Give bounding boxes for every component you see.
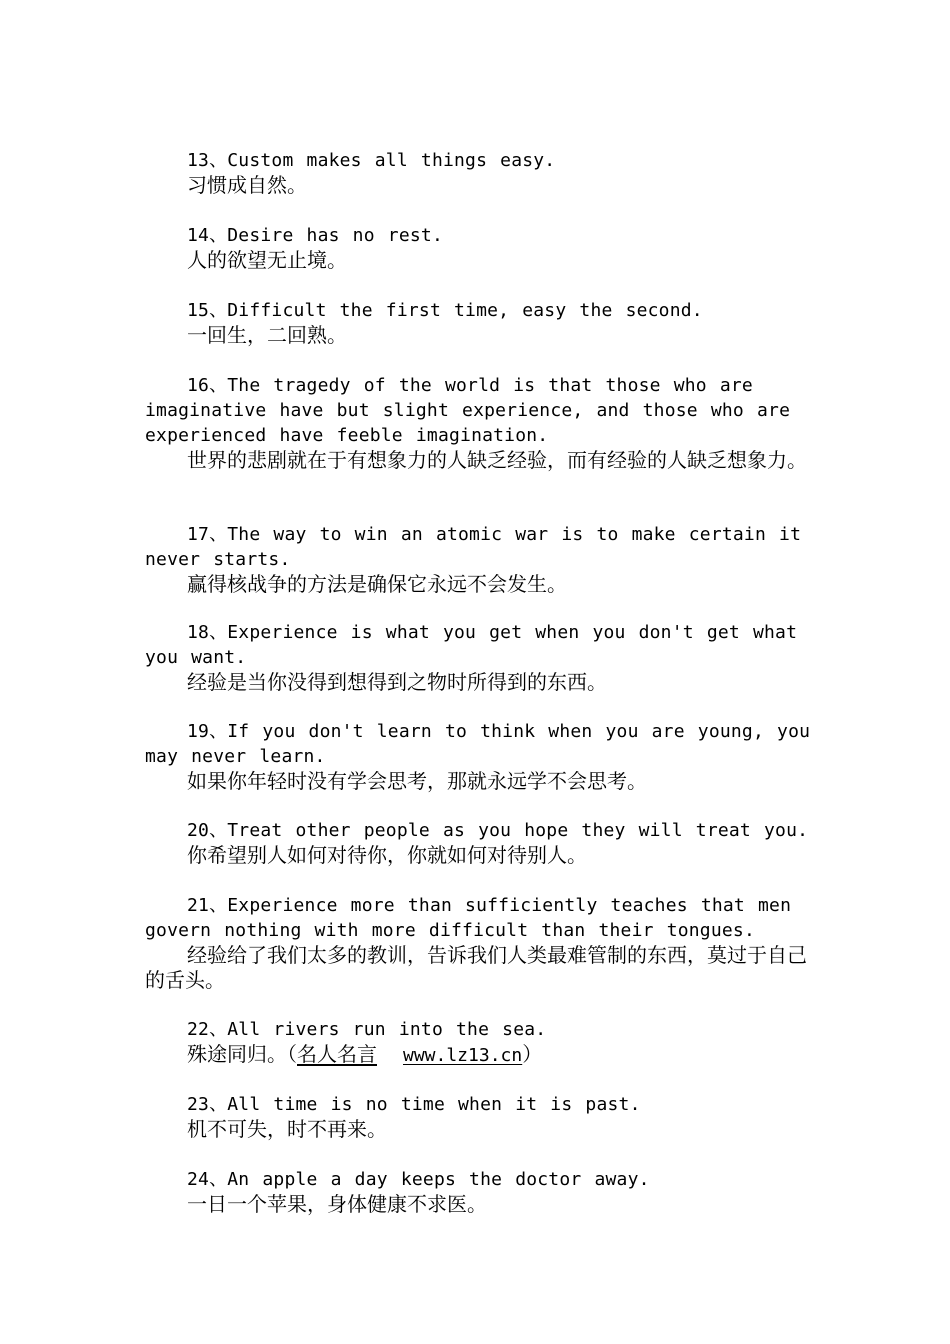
quote-24	[145, 1167, 815, 1217]
quote-chinese: 一日一个苹果，身体健康不求医。	[187, 1192, 487, 1216]
quote-english: 20、Treat other people as you hope they will treat you.	[187, 820, 809, 841]
quote-chinese: 机不可失，时不再来。	[187, 1117, 387, 1141]
quote-chinese: 经验是当你没得到想得到之物时所得到的东西。	[187, 670, 607, 694]
quote-chinese: 如果你年轻时没有学会思考，那就永远学不会思考。	[187, 769, 647, 793]
quote-chinese: 经验给了我们太多的教训，告诉我们人类最难管制的东西，莫过于自己的舌头。	[145, 943, 807, 992]
quote-14	[145, 223, 815, 273]
quote-english: 21、Experience more than sufficiently teaches that men govern nothing with more difficult than their tongues.	[145, 895, 792, 941]
quote-chinese: 一回生，二回熟。	[187, 323, 347, 347]
quote-22	[145, 1017, 815, 1068]
quote-20	[145, 818, 815, 868]
quote-19	[145, 719, 815, 794]
closing-paren: ）	[522, 1042, 543, 1066]
quote-english: 18、Experience is what you get when you don't get what you want.	[145, 622, 798, 668]
quote-english: 22、All rivers run into the sea.	[187, 1019, 547, 1040]
quote-english: 15、Difficult the first time, easy the second.	[187, 300, 703, 321]
quote-18	[145, 620, 815, 695]
quote-english: 19、If you don't learn to think when you are young, you may never learn.	[145, 721, 811, 767]
quote-23	[145, 1092, 815, 1142]
quote-chinese: 习惯成自然。	[187, 173, 307, 197]
quote-english: 16、The tragedy of the world is that those who are imaginative have but slight experience, and those who are experienced have feeble imagination.	[145, 375, 791, 446]
website-link[interactable]: www.lz13.cn	[403, 1045, 523, 1066]
quote-21	[145, 893, 815, 993]
quote-chinese: 赢得核战争的方法是确保它永远不会发生。	[187, 572, 567, 596]
quote-chinese: 世界的悲剧就在于有想象力的人缺乏经验，而有经验的人缺乏想象力。	[187, 448, 807, 472]
quote-english: 17、The way to win an atomic war is to make certain it never starts.	[145, 524, 802, 570]
quote-chinese-text: 殊途同归。（	[187, 1042, 297, 1066]
famous-quotes-link[interactable]: 名人名言	[297, 1042, 377, 1066]
quote-13	[145, 148, 815, 198]
quote-english: 23、All time is no time when it is past.	[187, 1094, 641, 1115]
quote-16	[145, 373, 815, 473]
quote-chinese	[145, 1042, 815, 1068]
quote-17	[145, 522, 815, 597]
quote-english: 14、Desire has no rest.	[187, 225, 443, 246]
quote-chinese: 人的欲望无止境。	[187, 248, 347, 272]
quote-chinese: 你希望别人如何对待你，你就如何对待别人。	[187, 843, 587, 867]
quote-15	[145, 298, 815, 348]
quote-english: 13、Custom makes all things easy.	[187, 150, 556, 171]
quote-english: 24、An apple a day keeps the doctor away.	[187, 1169, 650, 1190]
